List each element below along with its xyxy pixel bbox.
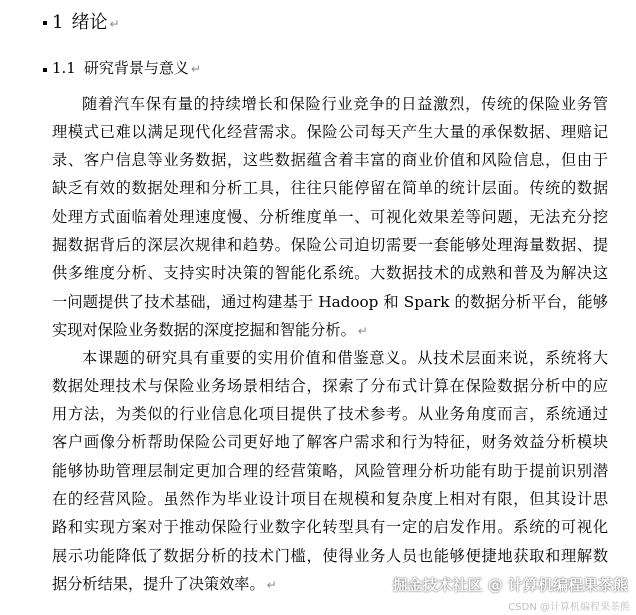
text-line: 数据处理技术与保险业务场景相结合，探索了分布式计算在保险数据分析中的应 — [52, 377, 608, 395]
text-line: 录、客户信息等业务数据，这些数据蕴含着丰富的商业价值和风险信息，但由于 — [52, 151, 608, 169]
heading1-list-marker — [43, 21, 47, 25]
text-line: 在的经营风险。虽然作为毕业设计项目在规模和复杂度上相对有限，但其设计思 — [52, 490, 608, 508]
heading1-title: 绪论 — [71, 12, 108, 33]
watermark-juejin: 掘金技术社区 @ 计算机编程果茶熊 — [392, 576, 628, 594]
paragraph-mark-icon: ↵ — [190, 62, 201, 76]
text-line: 缺乏有效的数据处理和分析工具，往往只能停留在简单的统计层面。传统的数据 — [52, 179, 608, 197]
text-line: 能够协助管理层制定更加合理的经营策略，风险管理分析功能有助于提前识别潜 — [52, 462, 608, 480]
paragraph-mark-icon: ↵ — [109, 17, 120, 31]
text-line: 随着汽车保有量的持续增长和保险行业竞争的日益激烈，传统的保险业务管 — [82, 95, 608, 113]
heading2-list-marker — [43, 68, 47, 72]
heading1 — [52, 10, 120, 37]
text-line-text: 据分析结果，提升了决策效率。 — [52, 575, 265, 593]
paragraph-mark-icon: ↵ — [357, 324, 368, 338]
text-line: 一问题提供了技术基础，通过构建基于 Hadoop 和 Spark 的数据分析平台，能够 — [52, 293, 608, 311]
text-line: 客户画像分析帮助保险公司更好地了解客户需求和行为特征，财务效益分析模块 — [52, 433, 608, 451]
text-line: 展示功能降低了数据分析的技术门槛，使得业务人员也能够便捷地获取和理解数 — [52, 547, 608, 565]
text-line-last — [52, 320, 608, 341]
text-line: 处理方式面临着处理速度慢、分析维度单一、可视化效果差等问题，无法充分挖 — [52, 208, 608, 226]
heading2-title: 研究背景与意义 — [83, 59, 189, 77]
text-line: 路和实现方案对于推动保险行业数字化转型具有一定的启发作用。系统的可视化 — [52, 518, 608, 536]
text-line: 用方法，为类似的行业信息化项目提供了技术参考。从业务角度而言，系统通过 — [52, 405, 608, 423]
watermark-csdn: CSDN @计算机编程果茶熊 — [508, 602, 630, 613]
text-line-text: 实现对保险业务数据的深度挖掘和智能分析。 — [52, 321, 356, 339]
text-line: 供多维度分析、支持实时决策的智能化系统。大数据技术的成熟和普及为解决这 — [52, 264, 608, 282]
heading2-number: 1.1 — [52, 59, 76, 77]
paragraph-mark-icon: ↵ — [266, 578, 277, 592]
text-line: 掘数据背后的深层次规律和趋势。保险公司迫切需要一套能够处理海量数据、提 — [52, 236, 608, 254]
text-line: 本课题的研究具有重要的实用价值和借鉴意义。从技术层面来说，系统将大 — [82, 349, 608, 367]
heading1-number: 1 — [52, 12, 64, 33]
heading2 — [52, 56, 201, 81]
text-line: 理模式已难以满足现代化经营需求。保险公司每天产生大量的承保数据、理赔记 — [52, 123, 608, 141]
